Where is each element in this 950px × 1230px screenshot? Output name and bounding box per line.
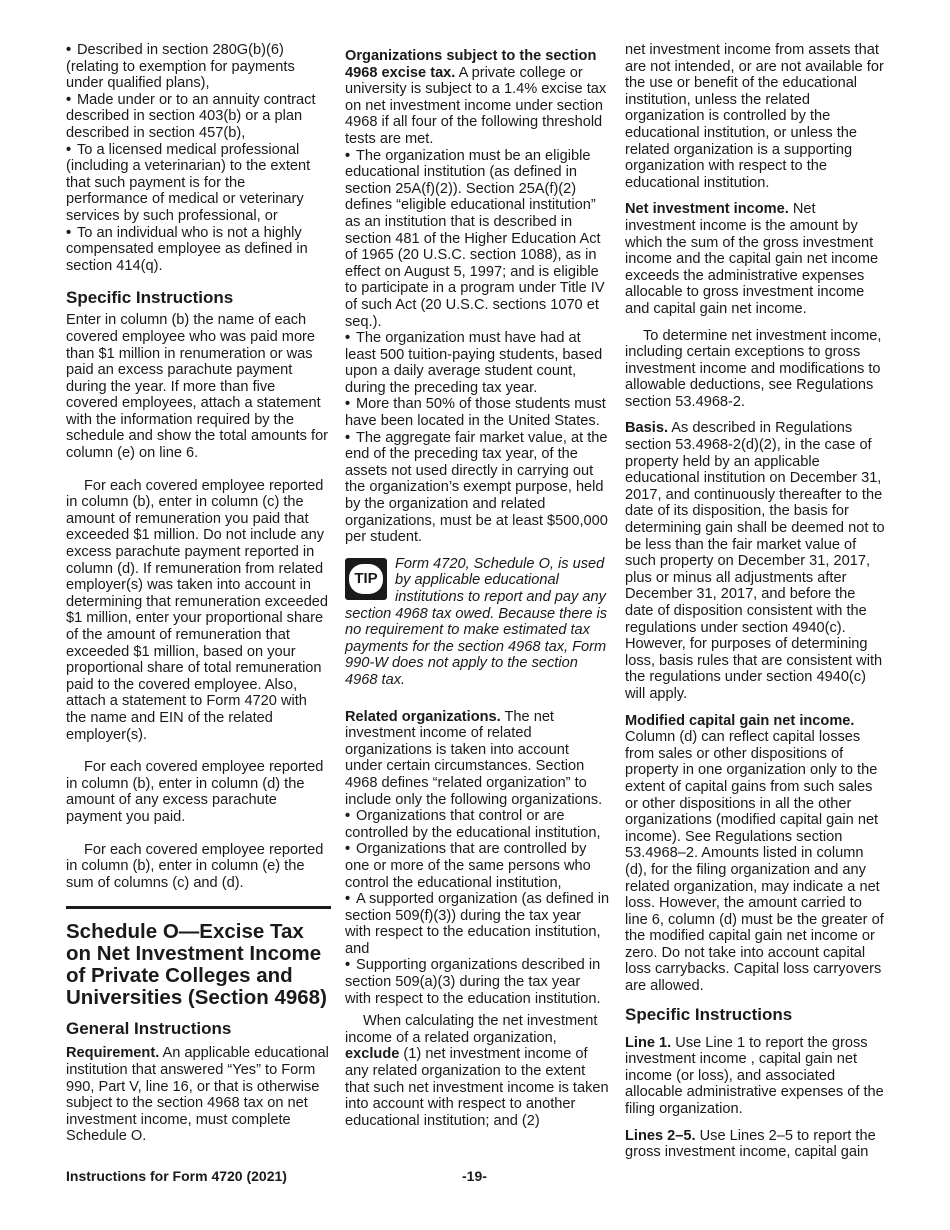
schedule-o-title: Schedule O—Excise Tax on Net Investment Income of Private Colleges and Universities (Section 4968) bbox=[66, 920, 327, 1010]
page-number: -19- bbox=[462, 1168, 487, 1184]
requirement-paragraph: Requirement. An applicable educational institution that answered “Yes” to Form 990, Part V, line 16, or that is otherwise subject to the section 4968 tax on net investment income, must complete Schedule O. bbox=[66, 1045, 329, 1145]
tip-box bbox=[345, 556, 610, 689]
footer-form-title: Instructions for Form 4720 (2021) bbox=[66, 1168, 287, 1184]
paragraph: Line 1. Use Line 1 to report the gross investment income , capital gain net income (or loss), and associated allocable administrative expenses of the filing organization. bbox=[625, 1034, 884, 1118]
paragraph: net investment income from assets that are not intended, or are not available for the use or benefit of the educational institution, unless the related organization is controlled by the educational institution, or unless the related organization is a supporting organization with respect to the educational institution. bbox=[625, 42, 884, 191]
paragraph: When calculating the net investment income of a related organization, exclude (1) net investment income of any related organization to the extent that such net investment income is taken into account with respect to another educational institution; and (2) bbox=[345, 1013, 609, 1129]
paragraph: For each covered employee reported in column (b), enter in column (e) the sum of columns (c) and (d). bbox=[66, 841, 324, 891]
list-item: • Organizations that control or are controlled by the educational institution, bbox=[345, 808, 601, 841]
list-item: • Described in section 280G(b)(6) (relating to exemption for payments under qualified plans), bbox=[66, 42, 295, 92]
paragraph: Net investment income. Net investment income is the amount by which the sum of the gross investment income and the capital gain net income exceeds the administrative expenses allocable to gross investment income and capital gain net income. bbox=[625, 201, 879, 317]
paragraph: Enter in column (b) the name of each covered employee who was paid more than $1 million in renumeration or was paid an excess parachute payment during the year. If more than five covered employees, attach a statement with the information required by the schedule and show the total amounts for column (e) on line 6. bbox=[66, 312, 329, 462]
run-in-heading: Requirement. bbox=[66, 1045, 160, 1062]
paragraph: Basis. As described in Regulations section 53.4968-2(d)(2), in the case of property held by an applicable educational institution on December 31, 2017, and continuously thereafter to the date of its disposition, the basis for determining gain shall be deemed not to be less than the fair market value of such property on December 31, 2017, plus or minus all adjustments after December 31, 2017, and before the date of disposition consistent with the regulations under section 4940(c). However, for purposes of determining loss, basis rules that are consistent with the regulations under section 4940(c) will apply. bbox=[625, 420, 885, 702]
run-in-heading: Modified capital gain net income. bbox=[625, 712, 855, 729]
list-item: • More than 50% of those students must have been located in the United States. bbox=[345, 396, 606, 430]
run-in-heading: Basis. bbox=[625, 420, 668, 437]
list-item: • To a licensed medical professional (including a veterinarian) to the extent that such payment is for the performance of medical or veterinary services by such professional, or bbox=[66, 141, 311, 224]
section-divider bbox=[66, 906, 331, 1009]
list-item: • The organization must have had at least 500 tuition-paying students, based upon a daily average student count, during the preceding tax year. bbox=[345, 330, 603, 396]
paragraph: Lines 2–5. Use Lines 2–5 to report the gross investment income, capital gain bbox=[625, 1127, 876, 1161]
paragraph: To determine net investment income, including certain exceptions to gross investment income and modifications to allowable deductions, see Regulations section 53.4968-2. bbox=[625, 327, 882, 410]
paragraph: Organizations subject to the section 4968 excise tax. A private college or university is subject to a 1.4% excise tax on net investment income under section 4968 if all four of the following threshold tests are met. bbox=[345, 48, 607, 147]
run-in-heading: Organizations subject to the section 4968 excise tax. bbox=[345, 48, 597, 81]
list-item: • Organizations that are controlled by one or more of the same persons who control the educational institution, bbox=[345, 841, 591, 891]
specific-instructions-heading: Specific Instructions bbox=[625, 1004, 793, 1024]
run-in-heading: Line 1. bbox=[625, 1034, 672, 1051]
list-item: • To an individual who is not a highly compensated employee as defined in section 414(q). bbox=[66, 224, 308, 274]
paragraph: Modified capital gain net income. Column (d) can reflect capital losses from sales or other dispositions of property in one organization only to the extent of capital gains from such sales or other dispositions in all the other organizations (modified capital gain net income). See Regulations section 53.4968–2. Amounts listed in column (d), for the filing organization and any related organization, may indicate a net loss. However, the amount carried to line 6, column (d) must be the greater of the modified capital gain net income or zero. Do not take into account capital loss carrybacks. Capital loss carryovers are allowed. bbox=[625, 712, 884, 995]
general-instructions-heading: General Instructions bbox=[66, 1019, 232, 1039]
list-item: • Supporting organizations described in section 509(a)(3) during the tax year with respect to the education institution. bbox=[345, 957, 601, 1007]
run-in-heading: Related organizations. bbox=[345, 708, 501, 725]
column-3 bbox=[625, 42, 887, 1161]
specific-instructions-heading: Specific Instructions bbox=[66, 288, 234, 308]
list-item: • A supported organization (as defined in section 509(f)(3)) during the tax year with respect to the education institution, and bbox=[345, 891, 610, 957]
run-in-heading: Lines 2–5. bbox=[625, 1127, 696, 1144]
list-item: • Made under or to an annuity contract described in section 403(b) or a plan described in section 457(b), bbox=[66, 91, 316, 141]
tip-text: Form 4720, Schedule O, is used by applicable educational institutions to report and pay any section 4968 tax owed. Because there is no requirement to make estimated tax payments for the section 4968 tax, Form 990-W does not apply to the section 4968 tax. bbox=[345, 555, 608, 688]
list-item: • The aggregate fair market value, at the end of the preceding tax year, of the assets not used directly in carrying out the organization’s exempt purpose, held by the organization and related organizations, must be at least $500,000 per student. bbox=[345, 429, 608, 546]
column-1 bbox=[66, 42, 331, 1145]
list-item: • The organization must be an eligible educational institution (as defined in section 25A(f)(2)). Section 25A(f)(2) defines “eligible educational institution” as an institution that is described in section 481 of the Higher Education Act of 1965 (20 U.S.C. section 1088), as in effect on August 5, 1997; and is eligible to participate in a program under Title IV of such Act (20 U.S.C. sections 1070 et seq.). bbox=[345, 147, 605, 330]
tip-icon: TIP bbox=[345, 558, 387, 600]
paragraph: Related organizations. The net investment income of related organizations is taken into account under certain circumstances. Section 4968 defines “related organization” to include only the following organizations. bbox=[345, 708, 603, 808]
run-in-heading: Net investment income. bbox=[625, 201, 789, 218]
paragraph: For each covered employee reported in column (b), enter in column (d) the amount of any excess parachute payment you paid. bbox=[66, 759, 324, 825]
column-2 bbox=[345, 42, 610, 1129]
paragraph: For each covered employee reported in column (b), enter in column (c) the amount of remuneration you paid that exceeded $1 million. Do not include any excess parachute payment reported in column (d). If remuneration from related employer(s) was taken into account in determining that remuneration exceeded $1 million, enter your proportional share of the amount of remuneration that exceeded $1 million, based on your proportional share of total remuneration paid to the covered employee. Also, attach a statement to Form 4720 with the name and EIN of the related employer(s). bbox=[66, 477, 329, 743]
